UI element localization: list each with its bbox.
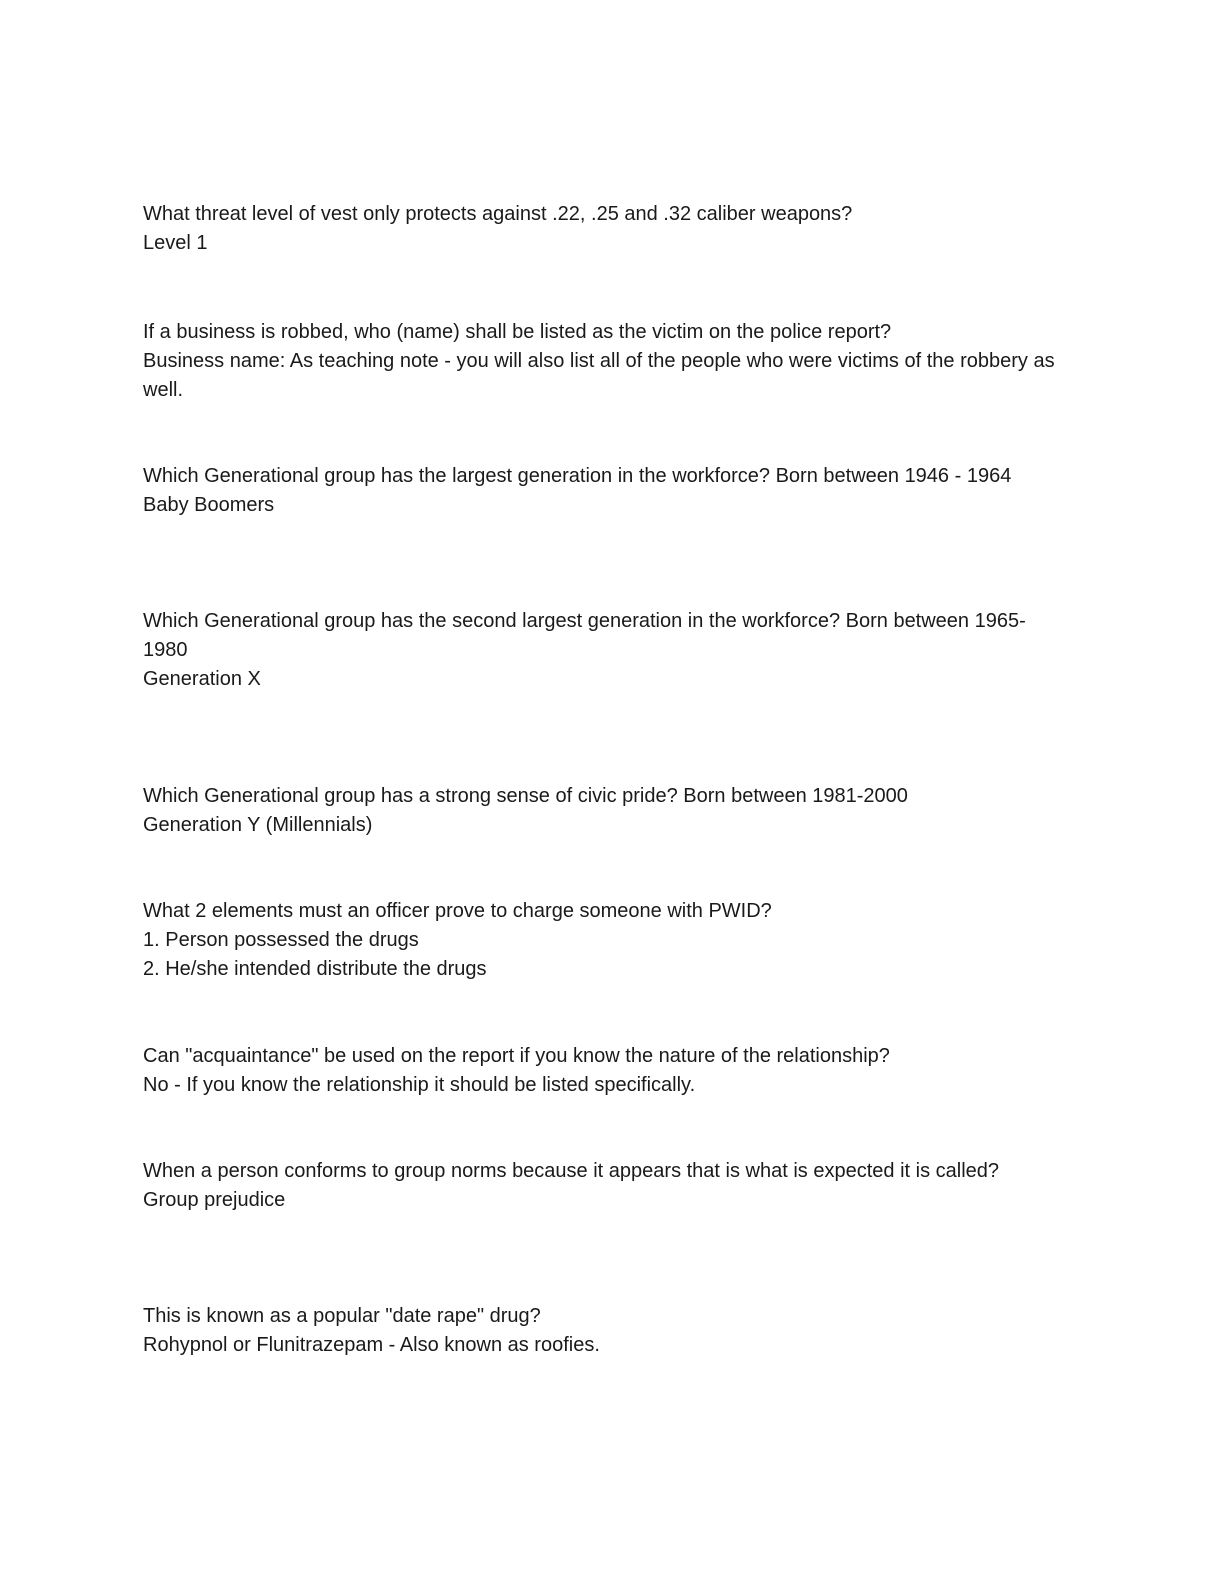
qa-item xyxy=(143,462,1063,520)
answer-text: 1. Person possessed the drugs xyxy=(143,929,419,951)
answer-text: Rohypnol or Flunitrazepam - Also known as roofies. xyxy=(143,1334,600,1356)
answer-text: Baby Boomers xyxy=(143,494,275,516)
qa-item xyxy=(143,200,1063,258)
question-text: This is known as a popular "date rape" drug? xyxy=(143,1305,541,1327)
qa-item xyxy=(143,1042,1063,1100)
answer-text: Group prejudice xyxy=(143,1189,286,1211)
answer-text: Generation X xyxy=(143,668,261,690)
qa-item xyxy=(143,782,1063,840)
question-text: What threat level of vest only protects against .22, .25 and .32 caliber weapons? xyxy=(143,203,853,225)
question-text: If a business is robbed, who (name) shall be listed as the victim on the police report? xyxy=(143,321,892,343)
answer-text: Level 1 xyxy=(143,232,208,254)
question-text: Which Generational group has a strong sense of civic pride? Born between 1981-2000 xyxy=(143,785,908,807)
question-text: What 2 elements must an officer prove to charge someone with PWID? xyxy=(143,900,772,922)
qa-item xyxy=(143,1302,1063,1360)
answer-text: Business name: As teaching note - you will also list all of the people who were victims of the robbery as well. xyxy=(143,350,1055,401)
question-text: When a person conforms to group norms because it appears that is what is expected it is called? xyxy=(143,1160,1000,1182)
answer-text: 2. He/she intended distribute the drugs xyxy=(143,958,487,980)
qa-item xyxy=(143,897,1063,984)
qa-item xyxy=(143,318,1063,405)
qa-item xyxy=(143,607,1063,694)
question-text: Can "acquaintance" be used on the report if you know the nature of the relationship? xyxy=(143,1045,890,1067)
question-text: Which Generational group has the largest generation in the workforce? Born between 1946 - 1964 xyxy=(143,465,1012,487)
qa-item xyxy=(143,1157,1063,1215)
answer-text: Generation Y (Millennials) xyxy=(143,814,373,836)
answer-text: No - If you know the relationship it should be listed specifically. xyxy=(143,1074,696,1096)
question-text: Which Generational group has the second largest generation in the workforce? Born between 1965-1980 xyxy=(143,610,1026,661)
